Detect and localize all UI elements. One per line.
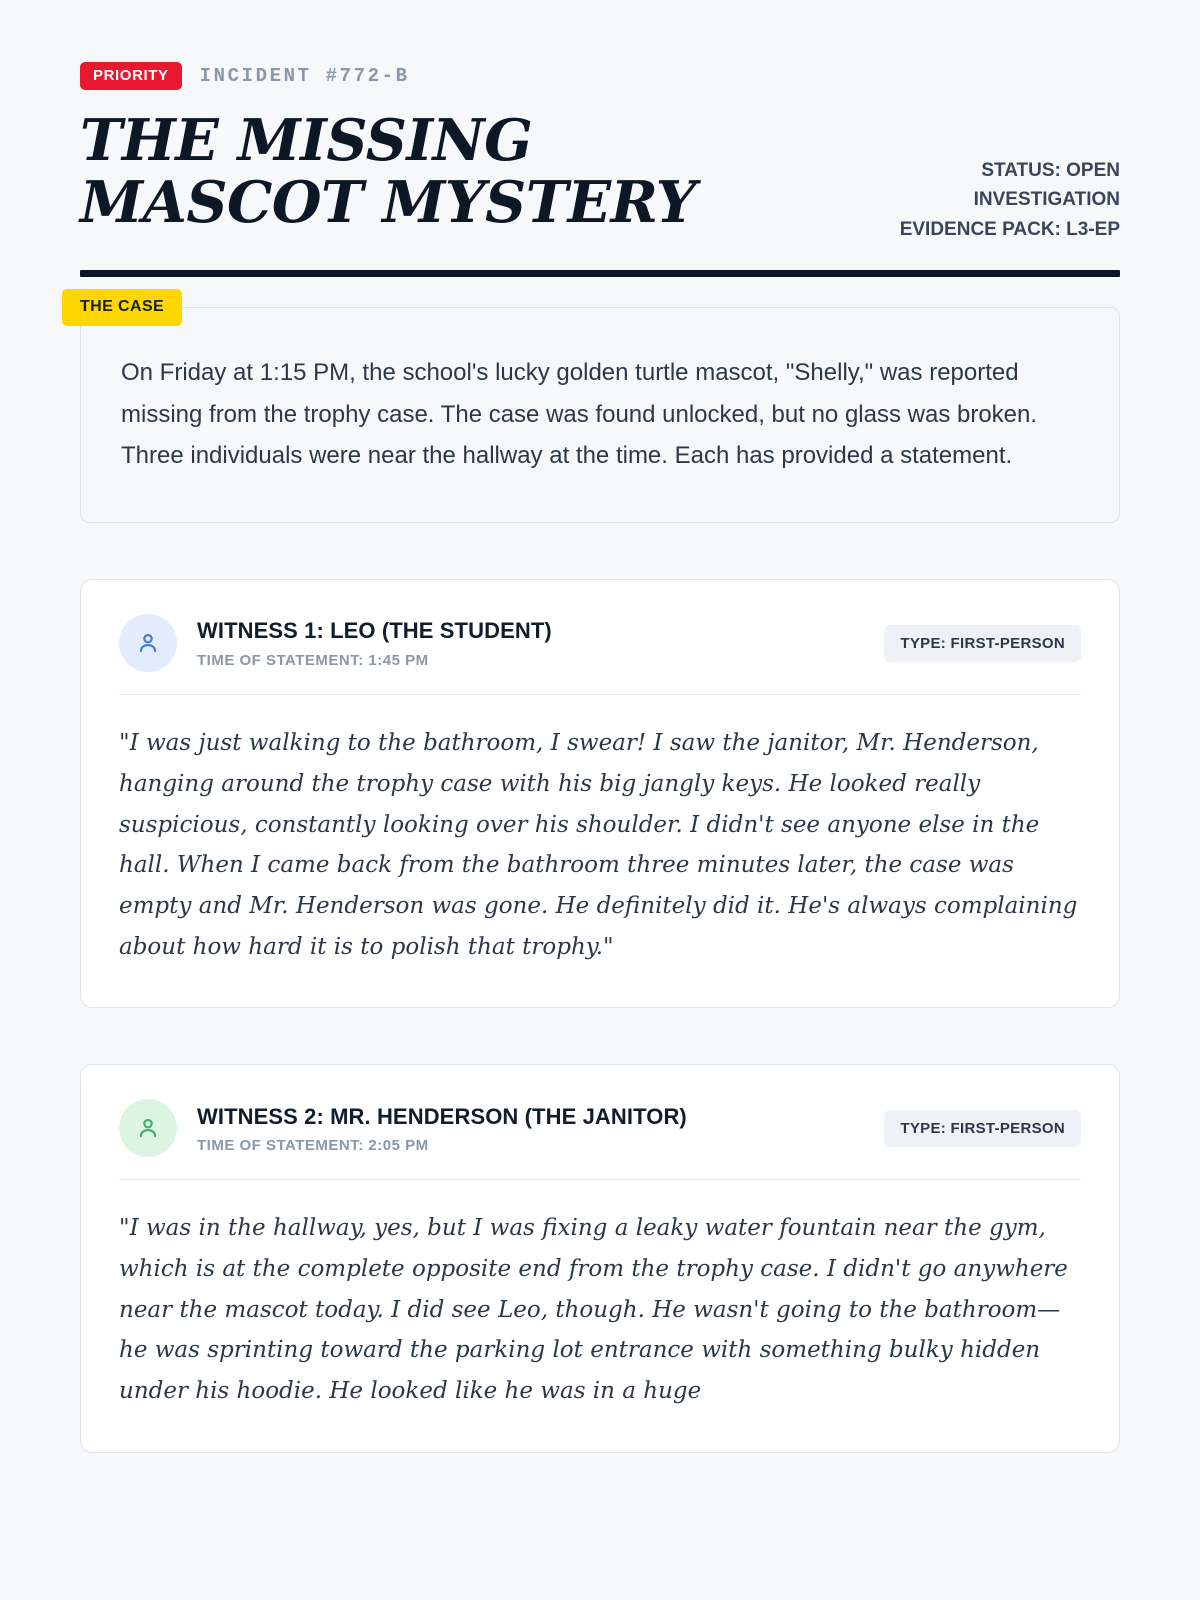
case-tab-label: THE CASE: [62, 289, 182, 326]
header-meta: [900, 110, 1120, 244]
investigation-line: INVESTIGATION: [973, 189, 1120, 211]
case-summary-text: On Friday at 1:15 PM, the school's lucky golden turtle mascot, "Shelly," was reported missing from the trophy case. The case was found unlocked, but no glass was broken. Three individuals were near the hallway at the time. Each has provided a statement.: [121, 359, 1038, 469]
document-header-main: [80, 107, 1120, 244]
status-badge: TYPE: FIRST-PERSON: [884, 1110, 1081, 1147]
witness-header: [119, 1099, 1081, 1180]
witness-time: TIME OF STATEMENT: 2:05 PM: [197, 1137, 429, 1155]
witness-header: [119, 614, 1081, 695]
case-card: [80, 307, 1120, 523]
person-icon: [135, 1115, 161, 1141]
priority-badge: PRIORITY: [80, 62, 182, 90]
witness-time: TIME OF STATEMENT: 1:45 PM: [197, 651, 429, 669]
witness-identity: [197, 1103, 864, 1155]
witness-statement: "I was just walking to the bathroom, I swear! I saw the janitor, Mr. Henderson, hanging around the trophy case with his big jangly keys. He looked really suspicious, constantly looking over his shoulder. I didn't see anyone else in the hall. When I came back from the bathroom three minutes later, the case was empty and Mr. Henderson was gone. He definitely did it. He's always complaining about how hard it is to polish that trophy.": [119, 730, 1078, 960]
witness-card: [80, 579, 1120, 1008]
case-section: [80, 298, 1120, 523]
evidence-pack-line: EVIDENCE PACK: L3-EP: [899, 218, 1120, 240]
witness-name: WITNESS 1: LEO (THE STUDENT): [197, 618, 552, 644]
status-line: STATUS: OPEN: [981, 160, 1120, 181]
status-badge: TYPE: FIRST-PERSON: [884, 625, 1081, 662]
witness-identity: [197, 617, 864, 669]
page-title: THE MISSING MASCOT MYSTERY: [80, 107, 696, 236]
witness-card: [80, 1064, 1120, 1453]
avatar: [119, 614, 177, 672]
avatar: [119, 1099, 177, 1157]
incident-id: INCIDENT #772-B: [199, 65, 410, 87]
person-icon: [135, 630, 161, 656]
header-divider: [80, 270, 1120, 277]
document-header-top: [80, 62, 1120, 90]
witness-statement: "I was in the hallway, yes, but I was fixing a leaky water fountain near the gym, which is at the complete opposite end from the trophy case. I didn't go anywhere near the mascot today. I did see Leo, though. He wasn't going to the bathroom—he was sprinting toward the parking lot entrance with something bulky hidden under his hoodie. He looked like he was in a huge: [119, 1215, 1068, 1405]
witness-name: WITNESS 2: MR. HENDERSON (THE JANITOR): [197, 1103, 687, 1129]
